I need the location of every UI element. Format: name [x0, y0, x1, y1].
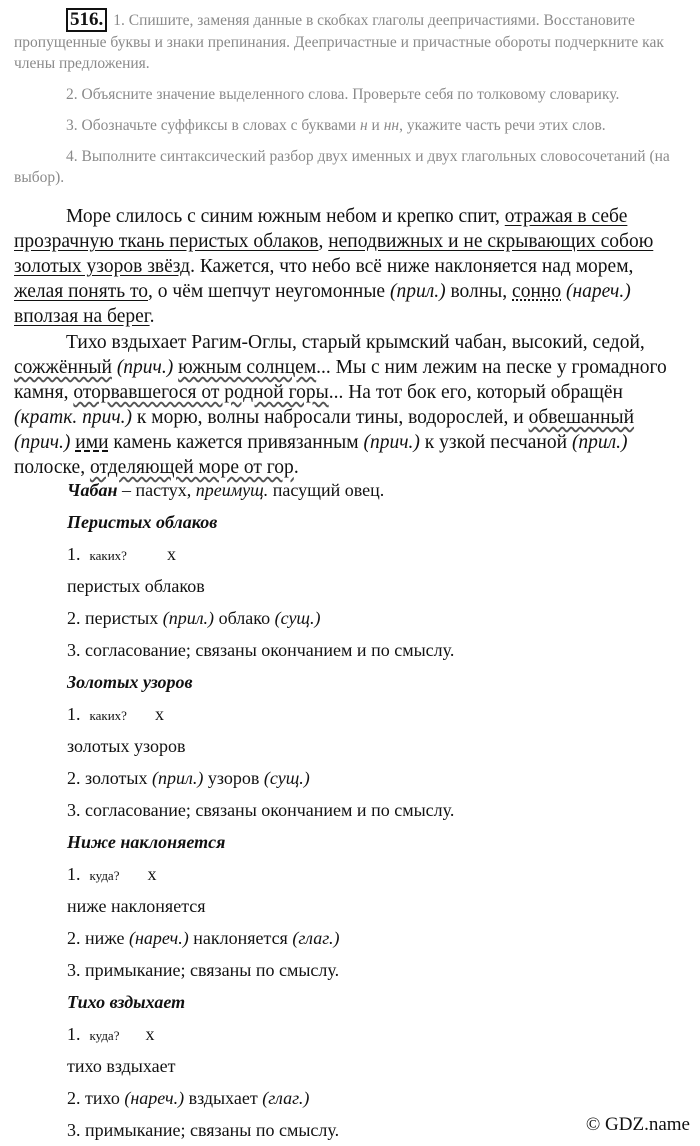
definition-text: пасущий овец.	[268, 480, 385, 500]
text: ниже наклоняется	[381, 256, 542, 277]
pos-label: (кратк. прич.)	[14, 407, 132, 428]
task-3-text: 3. Обозначьте суффиксы в словах с буквами	[66, 117, 360, 134]
definition	[67, 474, 687, 506]
pos-label: (сущ.)	[263, 768, 310, 788]
text: .	[149, 306, 155, 327]
analysis-link: 3. примыкание; связаны по смыслу.	[67, 1120, 340, 1140]
pos-label: (сущ.)	[274, 608, 321, 628]
mark: х	[145, 1024, 155, 1044]
text: Море слилось с синим южным небом и крепко спит,	[66, 206, 505, 227]
analysis-question	[67, 698, 687, 730]
task-3-and: и	[367, 117, 384, 134]
analysis-pos	[67, 922, 687, 954]
word: облако	[214, 608, 275, 628]
word: наклоняется	[188, 928, 293, 948]
analysis-heading: Перистых облаков	[67, 512, 218, 532]
question: каких?	[89, 708, 127, 723]
word: 2. перистых	[67, 608, 163, 628]
text: .	[293, 457, 299, 478]
copyright: © GDZ.name	[585, 1114, 690, 1135]
text: Тихо вздыхает Рагим-Оглы, старый крымский чабан, высокий, седой,	[66, 332, 645, 353]
definition-term: Чабан	[67, 480, 118, 500]
word: узоров	[203, 768, 264, 788]
pos-label: (прил.)	[389, 281, 446, 302]
answers	[67, 474, 687, 1146]
text: всё	[355, 256, 382, 277]
exercise-number: 516.	[66, 8, 107, 32]
mark: х	[154, 704, 164, 724]
text: к узкой песчаной	[419, 432, 572, 453]
text: ... На тот бок его, который обращён	[328, 382, 623, 403]
text: морем,	[570, 256, 634, 277]
participle-phrase: южным солнцем	[178, 357, 317, 378]
pos-label: (нареч.)	[565, 281, 631, 302]
participle: сожжённый	[14, 357, 112, 378]
task-1-text-cont: Восстановите пропущенные буквы и знаки препинания. Деепричастные и причастные обороты подчеркните как члены предложения.	[14, 12, 664, 72]
mark: х	[166, 544, 176, 564]
participle-phrase: отделяющей море от гор	[89, 457, 294, 478]
text: над	[541, 256, 571, 277]
task-3-nn: нн	[383, 117, 400, 134]
question: куда?	[89, 868, 120, 883]
task-4: 4. Выполните синтаксический разбор двух именных и двух глагольных словосочетаний (на выбор).	[14, 148, 670, 186]
text: ... Мы с ним лежим на песке у громадного камня,	[14, 357, 667, 403]
analysis-block	[67, 506, 687, 666]
gerund-phrase: желая понять то	[14, 281, 148, 302]
pos-label: (нареч.)	[124, 1088, 185, 1108]
text: волны,	[445, 281, 513, 302]
analysis-question	[67, 1018, 687, 1050]
task-1-text: 1. Спишите, заменяя данные в скобках глаголы деепричастиями.	[113, 12, 540, 29]
gerund-phrase: вползая на берег	[14, 306, 150, 327]
word: 2. ниже	[67, 928, 129, 948]
analysis-link: 3. согласование; связаны окончанием и по смыслу.	[67, 640, 455, 660]
num: 1.	[67, 544, 81, 564]
analysis-pos	[67, 762, 687, 794]
pos-label: (прич.)	[14, 432, 71, 453]
pos-label: (прич.)	[116, 357, 174, 378]
analysis-phrase: золотых узоров	[67, 736, 186, 756]
participle-phrase: оторвавшегося от родной горы	[73, 382, 329, 403]
pos-label: (прил.)	[151, 768, 204, 788]
text: . Кажется, что небо	[190, 256, 356, 277]
task-3-text-end: , укажите часть речи этих слов.	[399, 117, 606, 134]
text: к морю, волны набросали тины, водорослей, и	[132, 407, 529, 428]
pronoun: ими	[75, 432, 109, 453]
num: 1.	[67, 864, 81, 884]
num: 1.	[67, 1024, 81, 1044]
participle-phrase: неподвижных и не скрывающих собою золотых узоров звёзд	[14, 231, 654, 277]
analysis-phrase: перистых облаков	[67, 576, 205, 596]
participle: обвешанный	[528, 407, 635, 428]
adverb: сонно	[512, 281, 562, 302]
pos-label: (нареч.)	[128, 928, 189, 948]
analysis-question	[67, 858, 687, 890]
analysis-heading: Ниже наклоняется	[67, 832, 226, 852]
pos-label: (прич.)	[363, 432, 420, 453]
analysis-link: 3. согласование; связаны окончанием и по смыслу.	[67, 800, 455, 820]
analysis-pos	[67, 1082, 687, 1114]
definition-abbr: преимущ.	[195, 480, 269, 500]
participle-phrase: отражая в себе прозрачную ткань перистых облаков	[14, 206, 628, 252]
analysis-phrase: тихо вздыхает	[67, 1056, 176, 1076]
task-1	[14, 8, 686, 74]
text-paragraph-1	[14, 204, 686, 329]
exercise-task	[14, 8, 686, 188]
analysis-block	[67, 666, 687, 826]
task-2: 2. Объясните значение выделенного слова. Проверьте себя по толковому словарику.	[66, 86, 620, 103]
definition-text: – пастух,	[117, 480, 196, 500]
analysis-block	[67, 826, 687, 986]
analysis-pos	[67, 602, 687, 634]
analysis-heading: Тихо вздыхает	[67, 992, 186, 1012]
analysis-phrase: ниже наклоняется	[67, 896, 206, 916]
word: вздыхает	[184, 1088, 263, 1108]
pos-label: (глаг.)	[262, 1088, 310, 1108]
text: , о чём шепчут неугомонные	[148, 281, 390, 302]
text: камень кажется привязанным	[108, 432, 364, 453]
task-3	[14, 115, 686, 136]
pos-label: (прил.)	[571, 432, 628, 453]
pos-label: (глаг.)	[292, 928, 340, 948]
num: 1.	[67, 704, 81, 724]
question: куда?	[89, 1028, 120, 1043]
analysis-question	[67, 538, 687, 570]
text: полоске,	[14, 457, 90, 478]
pos-label: (прил.)	[162, 608, 215, 628]
analysis-link: 3. примыкание; связаны по смыслу.	[67, 960, 340, 980]
task-3-n: н	[359, 117, 368, 134]
analysis-heading: Золотых узоров	[67, 672, 193, 692]
text: ,	[318, 231, 329, 252]
word: 2. золотых	[67, 768, 152, 788]
mark: х	[147, 864, 157, 884]
word: 2. тихо	[67, 1088, 125, 1108]
text-paragraph-2	[14, 330, 686, 480]
question: каких?	[89, 548, 127, 563]
